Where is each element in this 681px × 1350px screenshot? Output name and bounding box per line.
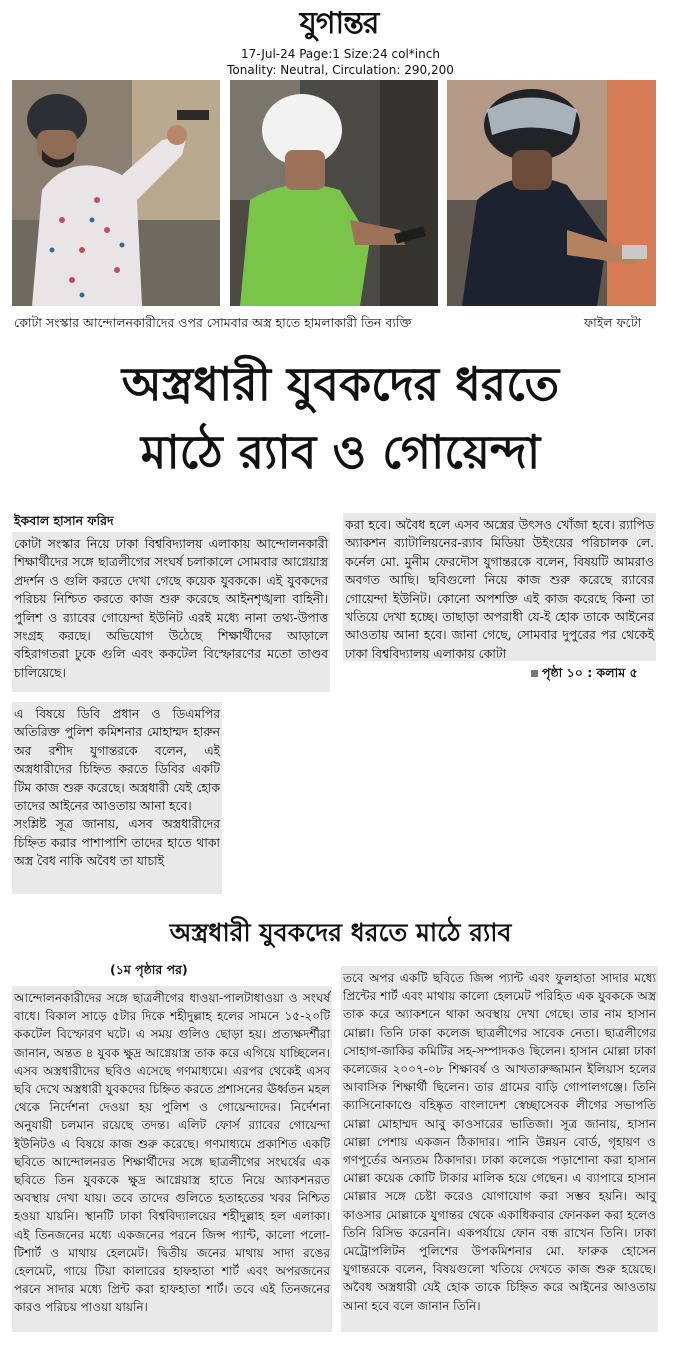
logo-text: যুগান্তর xyxy=(299,6,379,41)
article-paragraph: এ বিষয়ে ডিবি প্রধান ও ডিএমপির অতিরিক্ত পুলিশ কমিশনার মোহাম্মদ হারুন অর রশীদ যুগান্তরকে বলেন, এই অস্ত্রধারীদের চিহ্নিত করতে ডিবির একটি টিম কাজ শুরু করেছে। অস্ত্রধারী যেই হোক তাদের আইনের আওতায় আনা হবে। xyxy=(14,707,220,814)
photo-credit: ফাইল ফটো xyxy=(584,315,642,330)
article-paragraph: করা হবে। অবৈধ হলে এসব অস্ত্রের উৎসও খোঁজা হবে। র‌্যাপিড অ্যাকশন ব্যাটালিয়নের-র‌্যাব মিডিয়া উইংয়ের পরিচালক লে. কর্নেল মো. মুনীম ফেরদৌস যুগান্তরকে বলেন, বিষয়টি আমরাও অবগত আছি। ছবিগুলো নিয়ে কাজ শুরু করেছে র‌্যাবের গোয়েন্দা ইউনিট। কোনো অপশক্তি এই কাজ করেছে কিনা তা খতিয়ে দেখা হচ্ছে। তাছাড়া অপরাধী যে-ই হোক তাকে আইনের আওতায় আনা হবে। জানা গেছে, সোমবার দুপুরের পর থেকেই ঢাকা বিশ্ববিদ্যালয় এলাকায় কোটা xyxy=(345,518,654,661)
continued-label: (১ম পৃষ্ঠার পর) xyxy=(110,962,188,977)
headline-line-2: মাঠে র‌্যাব ও গোয়েন্দা xyxy=(140,425,541,479)
photo-caption: কোটা সংস্কার আন্দোলনকারীদের ওপর সোমবার অস্ত্র হাতে হামলাকারী তিন ব্যক্তি xyxy=(14,315,412,330)
photo-gunman-1 xyxy=(12,80,220,306)
article-paragraph: সংশ্লিষ্ট সূত্র জানায়, এসব অস্ত্রধারীদের চিহ্নিত করার পাশাপাশি তাদের হাতে থাকা অস্ত্র বৈধ নাকি অবৈধ তা যাচাই xyxy=(14,817,220,869)
jump-reference xyxy=(531,665,638,685)
continuation-left-column xyxy=(12,986,332,1332)
photo-strip xyxy=(12,80,656,306)
article-left-column-top xyxy=(12,532,330,692)
headline-line-1: অস্ত্রধারী যুবকদের ধরতে xyxy=(121,357,560,411)
continuation-headline: অস্ত্রধারী যুবকদের ধরতে মাঠে র‌্যাব xyxy=(169,918,512,947)
bullet-square-icon xyxy=(531,670,538,677)
photo-gunman-2 xyxy=(230,80,438,306)
article-paragraph: আন্দোলনকারীদের সঙ্গে ছাত্রলীগের ধাওয়া-পালটাধাওয়া ও সংঘর্ষ বাধে। বিকাল সাড়ে ৫টার দিকে শহীদুল্লাহ হলের সামনে ১৫-২০টি ককটেল বিস্ফোরণ ঘটে। এ সময় গুলিও ছোড়া হয়। প্রত্যক্ষদর্শীরা জানান, অন্তত ৪ যুবক ক্ষুদ্র আগ্নেয়াস্ত্র তাক করে এগিয়ে যাচ্ছিলেন। এসব অস্ত্রধারীদের ছবিও এসেছে গণমাধ্যমে। এরপর থেকেই এসব ছবি দেখে অস্ত্রধারী যুবকদের চিহ্নিত করতে প্রশাসনের ঊর্ধ্বতন মহল থেকে নির্দেশনা দেওয়া হয় পুলিশ ও গোয়েন্দাদের। নির্দেশনা অনুযায়ী চলমান রয়েছে তদন্ত। এলিট ফোর্স র‌্যাবের গোয়েন্দা ইউনিটও এ বিষয়ে কাজ শুরু করেছে। গণমাধ্যমে প্রকাশিত একটি ছবিতে আন্দোলনরত শিক্ষার্থীদের সঙ্গে ছাত্রলীগের সংঘর্ষের এক ছবিতে তিন যুবককে ক্ষুদ্র আগ্নেয়াস্ত্র হাতে নিয়ে অ্যাকশনরত অবস্থায় দেখা যায়। তবে তাদের গুলিতে হতাহতের খবর নিশ্চিত হওয়া যায়নি। স্থানটি ঢাকা বিশ্ববিদ্যালয়ের শহীদুল্লাহ হল এলাকা। এই তিনজনের মধ্যে একজনের পরনে জিন্স প্যান্ট, কালো পলো-টিশার্ট ও মাথায় হেলমেট। দ্বিতীয় জনের মাথায় সাদা রঙের হেলমেট, গায়ে টিয়া কালারের হাফহাতা শার্ট এবং অপরজনের পরনে সাদার মধ্যে প্রিন্ট করা হাফহাতা শার্ট। তবে এই তিনজনের কারও পরিচয় পাওয়া যায়নি। xyxy=(14,991,330,1315)
article-paragraph: কোটা সংস্কার নিয়ে ঢাকা বিশ্ববিদ্যালয় এলাকায় আন্দোলনকারী শিক্ষার্থীদের সঙ্গে ছাত্রলীগের সংঘর্ষ চলাকালে সোমবার আগ্নেয়াস্ত্র প্রদর্শন ও গুলি করতে দেখা গেছে কয়েক যুবককে। এই যুবকদের পরিচয় নিশ্চিত করতে কাজ শুরু করেছে আইনশৃঙ্খলা বাহিনী। পুলিশ ও র‌্যাবের গোয়েন্দা ইউনিট এরই মধ্যে নানা তথ্য-উপাত্ত সংগ্রহ করছে। অভিযোগ উঠেছে শিক্ষার্থীদের আড়ালে বহিরাগতরা ঢুকে গুলি এবং ককটেল বিস্ফোরণের মতো তাণ্ডব চালিয়েছে। xyxy=(14,537,328,680)
masthead xyxy=(0,0,681,80)
photo-gunman-3 xyxy=(447,80,656,306)
jump-text: পৃষ্ঠা ১০ : কলাম ৫ xyxy=(542,665,638,680)
newspaper-logo xyxy=(246,4,432,44)
byline: ইকবাল হাসান ফরিদ xyxy=(14,513,114,528)
article-right-column xyxy=(343,513,656,661)
continuation-right-column xyxy=(341,966,658,1332)
article-left-column-bottom xyxy=(12,702,222,894)
clip-meta-date-size: 17-Jul-24 Page:1 Size:24 col*inch xyxy=(241,47,440,61)
article-paragraph: তবে অপর একটি ছবিতে জিন্স প্যান্ট এবং ফুলহাতা সাদার মধ্যে প্রিন্টের শার্ট এবং মাথায় কালো হেলমেট পরিহিত এক যুবককে অস্ত্র তাক করে অ্যাকশনে থাকা অবস্থায় দেখা গেছে। তার নাম হাসান মোল্লা। তিনি ঢাকা কলেজ ছাত্রলীগের সাবেক নেতা। ছাত্রলীগের সোহাগ-জাকির কমিটির সহ-সম্পাদকও ছিলেন। হাসান মোল্লা ঢাকা কলেজের ২০০৭-০৮ শিক্ষাবর্ষ ও আখতারুজ্জামান ইলিয়াস হলের আবাসিক শিক্ষার্থী ছিলেন। তার গ্রামের বাড়ি গোপালগঞ্জে। তিনি ক্যাসিনোকাণ্ডে বহিষ্কৃত বাংলাদেশ স্বেচ্ছাসেবক লীগের সভাপতি মোল্লা মোহাম্মদ আবু কাওসারের ভাতিজা। সূত্র জানায়, হাসান মোল্লা পেশায় একজন ঠিকাদার। পানি উন্নয়ন বোর্ড, গৃহায়ণ ও গণপূর্তের অন্যতম ঠিকাদার। ঢাকা কলেজে পড়াশোনা করা হাসান মোল্লা কয়েক কোটি টাকার মালিক হয়ে গেছেন। এ ব্যাপারে হাসান মোল্লার সঙ্গে চেষ্টা করেও যোগাযোগ করা সম্ভব হয়নি। আবু কাওসার মোল্লাকে যুগান্তর থেকে একাধিকবার ফোনকল করা হলেও তিনি রিসিভ করেননি। একপর্যায়ে ফোন বন্ধ রাখেন তিনি। ঢাকা মেট্রোপলিটন পুলিশের উপকমিশনার মো. ফারুক হোসেন যুগান্তরকে বলেন, বিষয়গুলো খতিয়ে দেখতে কাজ শুরু হয়েছে। অবৈধ অস্ত্রধারী যেই হোক তাকে চিহ্নিত করে আইনের আওতায় আনা হবে বলে জানান তিনি। xyxy=(343,971,656,1313)
clip-meta-tonality: Tonality: Neutral, Circulation: 290,200 xyxy=(227,63,454,77)
